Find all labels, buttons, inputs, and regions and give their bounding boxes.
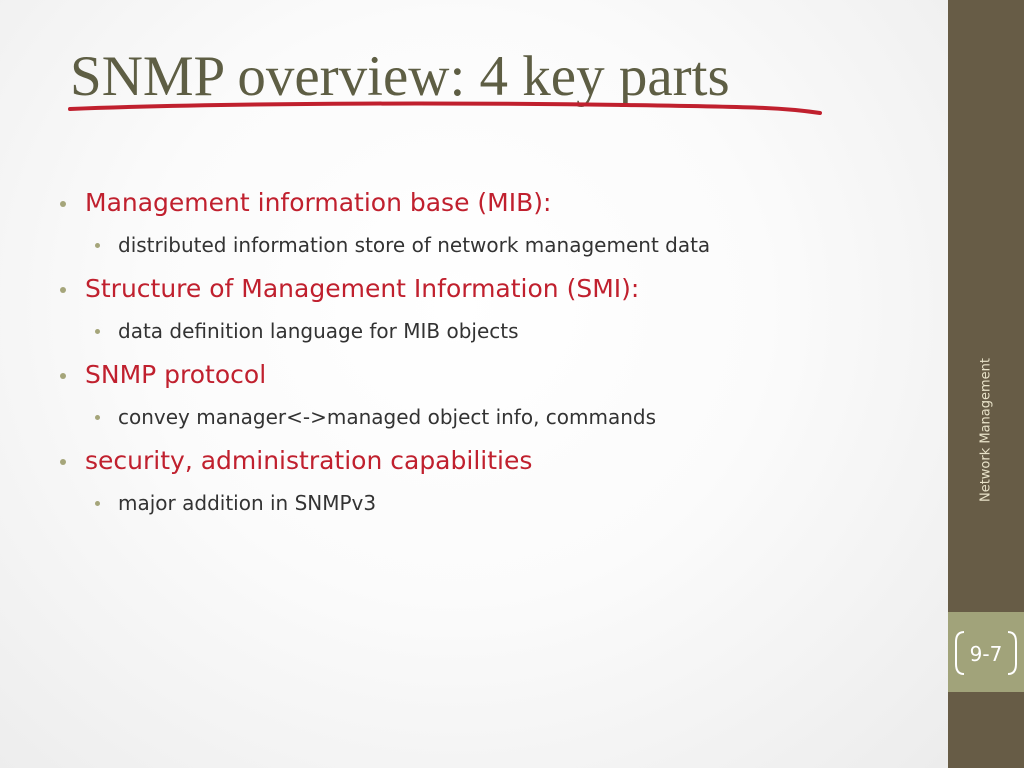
- bullet-detail: major addition in SNMPv3: [118, 491, 377, 515]
- bullet-item-security: [56, 441, 916, 527]
- bullet-heading: Management information base (MIB):: [85, 188, 552, 217]
- bullet-detail: data definition language for MIB objects: [118, 319, 519, 343]
- sub-bullet-dot: [95, 243, 100, 248]
- sidebar: [948, 0, 1024, 768]
- bullet-heading: SNMP protocol: [85, 360, 267, 389]
- bullet-dot: [60, 287, 66, 293]
- sub-bullet-dot: [95, 415, 100, 420]
- title-underline: [66, 96, 826, 122]
- bullet-item-mib: [56, 183, 916, 269]
- bullet-dot: [60, 459, 66, 465]
- section-label: Network Management: [978, 357, 994, 503]
- bullet-list: [56, 183, 916, 527]
- bullet-dot: [60, 201, 66, 207]
- bullet-detail: convey manager<->managed object info, commands: [118, 405, 657, 429]
- sub-bullet-dot: [95, 501, 100, 506]
- bullet-item-protocol: [56, 355, 916, 441]
- page-number: 9-7: [969, 642, 1003, 666]
- bullet-detail: distributed information store of network management data: [118, 233, 711, 257]
- bullet-item-smi: [56, 269, 916, 355]
- bullet-heading: Structure of Management Information (SMI):: [85, 274, 640, 303]
- slide-title: SNMP overview: 4 key parts: [70, 45, 730, 108]
- bullet-dot: [60, 373, 66, 379]
- page-number-box: [948, 612, 1024, 692]
- bullet-heading: security, administration capabilities: [85, 446, 533, 475]
- sub-bullet-dot: [95, 329, 100, 334]
